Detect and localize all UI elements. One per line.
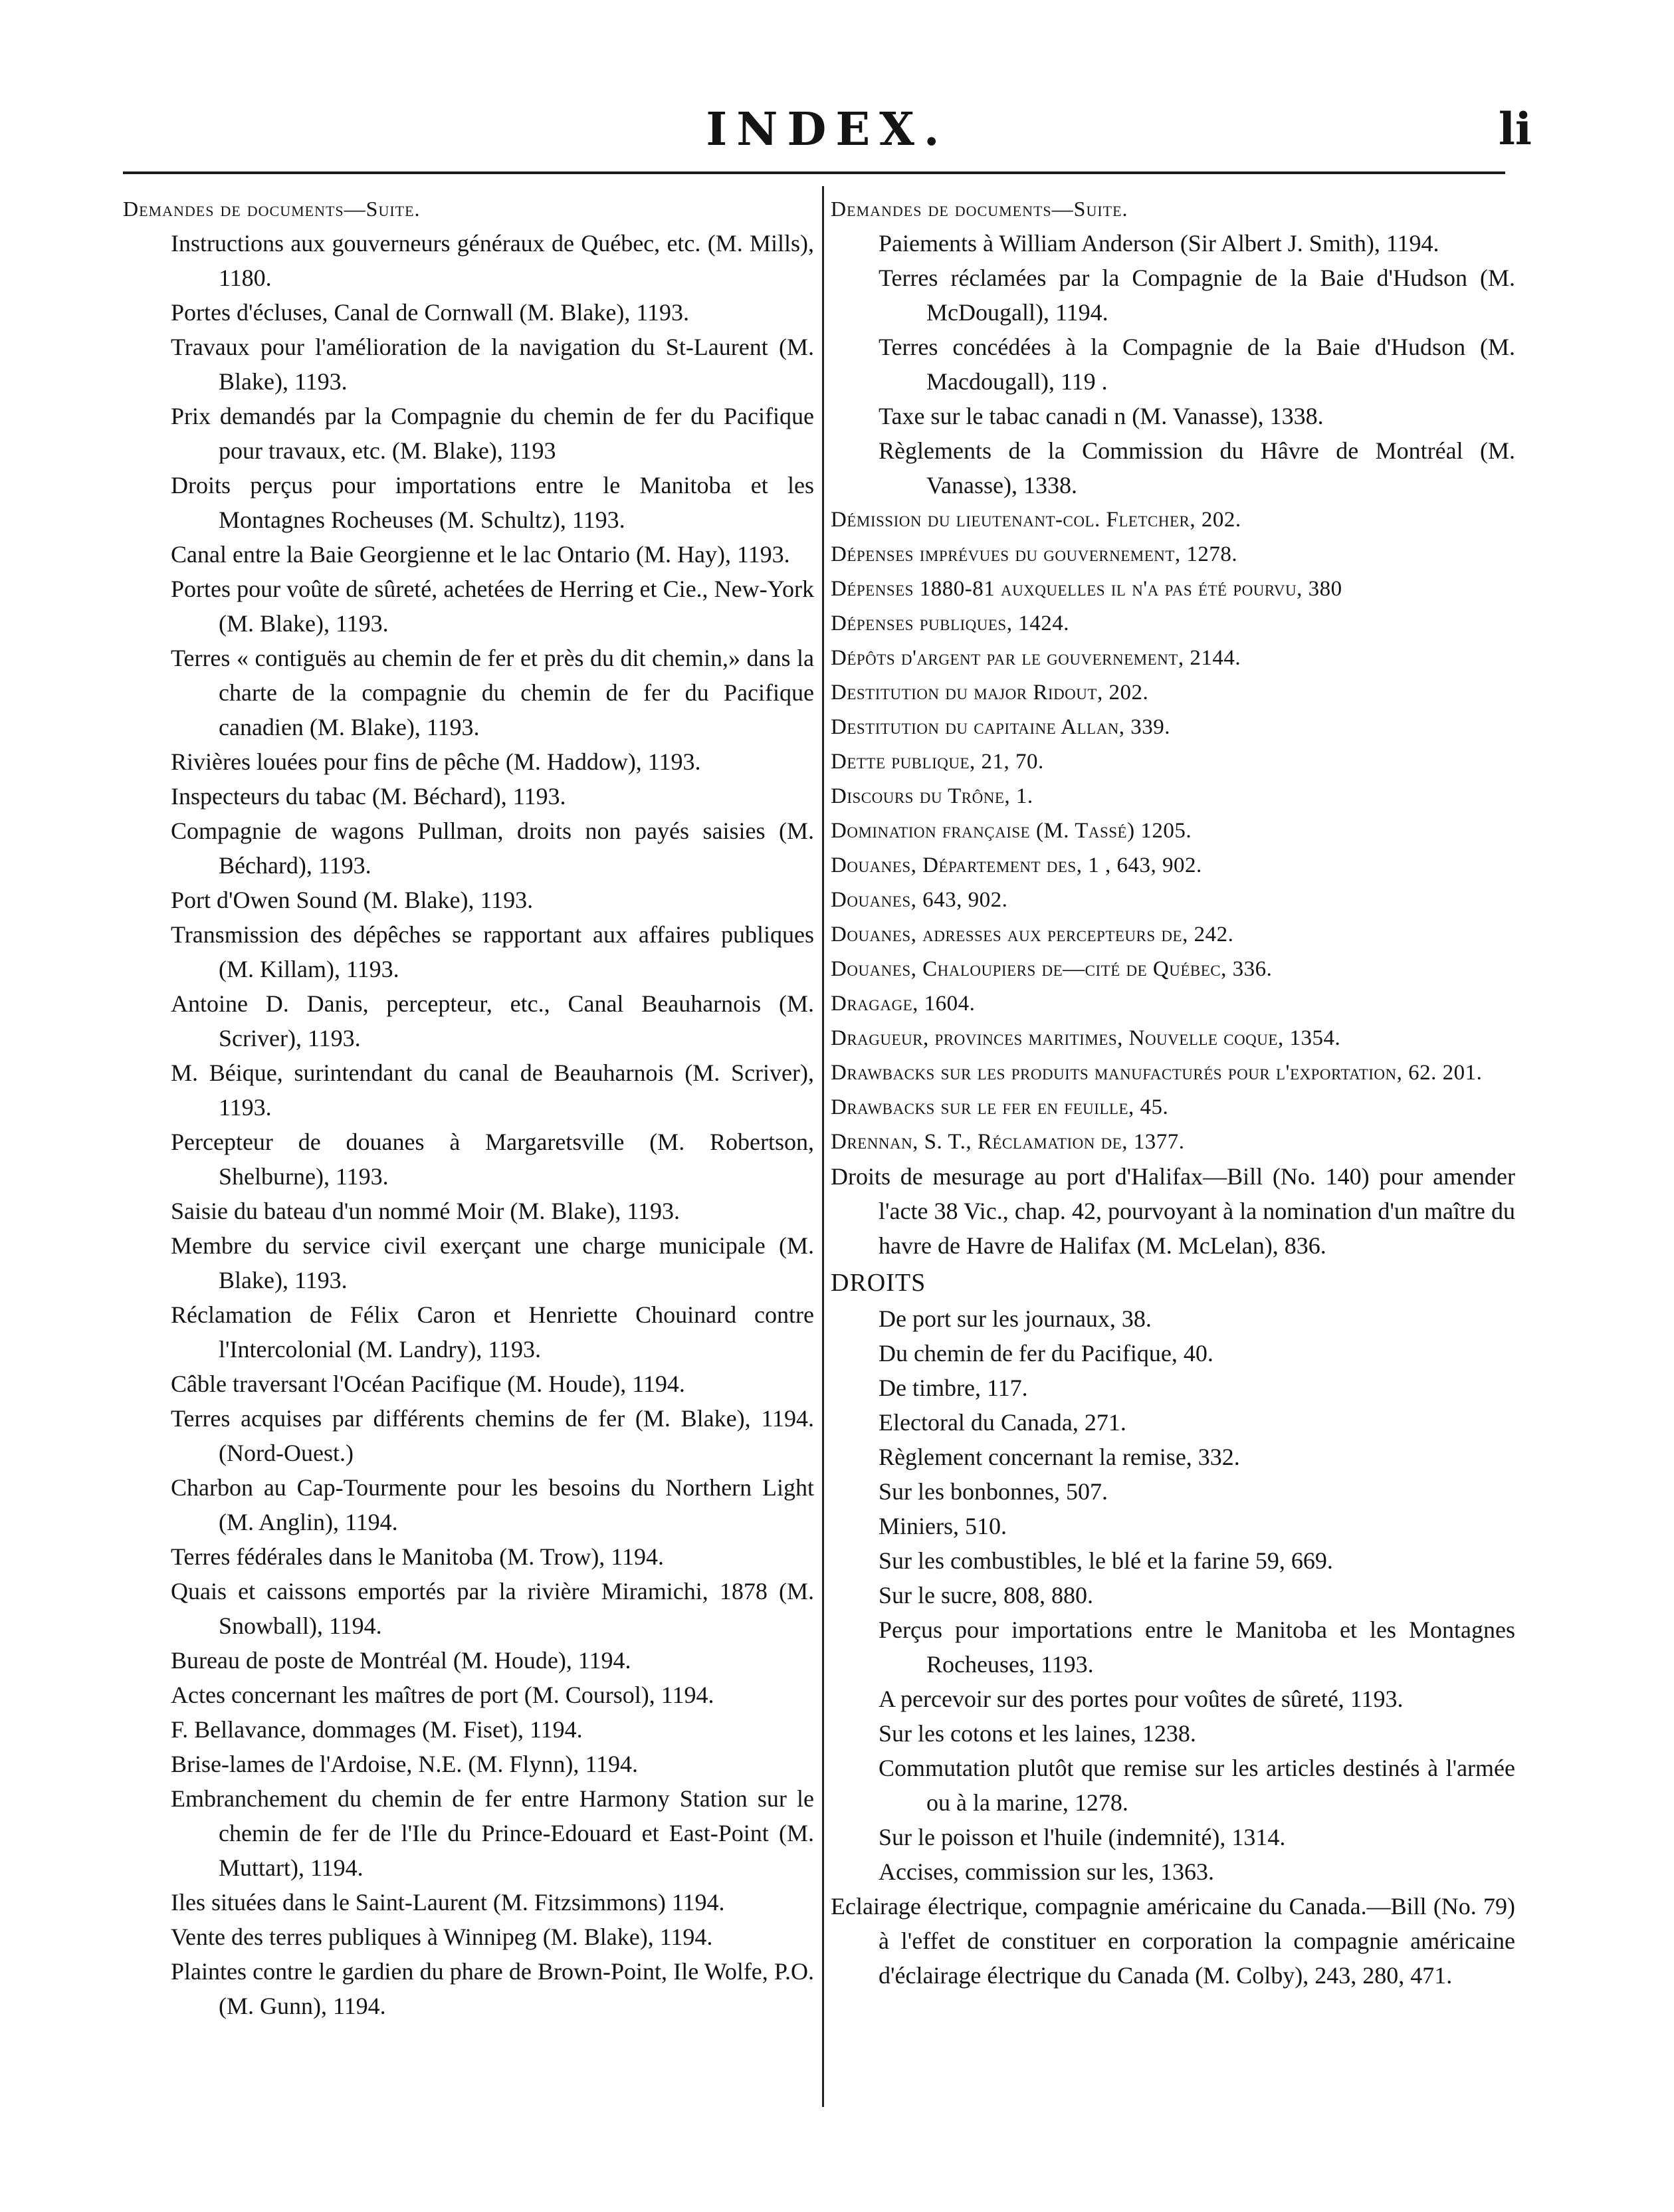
droits-entry: Sur les bonbonnes, 507. bbox=[879, 1478, 1108, 1505]
droits-entry: De port sur les journaux, 38. bbox=[879, 1305, 1152, 1332]
droits-mesurage-entry: Droits de mesurage au port d'Halifax—Bill (No. 140) pour amender l'acte 38 Vic., chap. 42, pourvoyant à la nomination d'un maître du havre de Havre de Halifax (M. McLelan), 836. bbox=[831, 1163, 1515, 1259]
index-entry: Bureau de poste de Montréal (M. Houde), 1194. bbox=[171, 1647, 631, 1674]
index-head-entry: Dragueur, provinces maritimes, Nouvelle coque, 1354. bbox=[831, 1026, 1341, 1050]
right-column bbox=[831, 191, 1515, 1993]
droits-entry: Règlement concernant la remise, 332. bbox=[879, 1444, 1240, 1470]
index-entry: Saisie du bateau d'un nommé Moir (M. Blake), 1193. bbox=[171, 1198, 680, 1224]
index-entry: Taxe sur le tabac canadi n (M. Vanasse), 1338. bbox=[879, 403, 1324, 429]
page-header bbox=[123, 103, 1532, 176]
right-entry-list bbox=[831, 226, 1515, 502]
index-head-entry: Dépenses publiques, 1424. bbox=[831, 611, 1069, 635]
index-entry: Compagnie de wagons Pullman, droits non payés saisies (M. Béchard), 1193. bbox=[171, 818, 814, 879]
droits-entry: Sur les combustibles, le blé et la farine 59, 669. bbox=[879, 1547, 1333, 1574]
droits-entry: Sur les cotons et les laines, 1238. bbox=[879, 1720, 1196, 1747]
index-entry: Droits perçus pour importations entre le Manitoba et les Montagnes Rocheuses (M. Schultz), 1193. bbox=[171, 472, 814, 533]
index-head-entry: Dépenses 1880-81 auxquelles il n'a pas été pourvu, 380 bbox=[831, 577, 1342, 601]
index-entry: Prix demandés par la Compagnie du chemin de fer du Pacifique pour travaux, etc. (M. Blake), 1193 bbox=[171, 403, 814, 464]
column-divider bbox=[822, 186, 824, 2107]
index-entry: Port d'Owen Sound (M. Blake), 1193. bbox=[171, 887, 534, 913]
droits-entry: Sur le poisson et l'huile (indemnité), 1314. bbox=[879, 1824, 1286, 1850]
droits-entry: Miniers, 510. bbox=[879, 1513, 1007, 1539]
index-head-entry: Discours du Trône, 1. bbox=[831, 784, 1033, 808]
index-entry: F. Bellavance, dommages (M. Fiset), 1194. bbox=[171, 1716, 583, 1743]
index-entry: Percepteur de douanes à Margaretsville (M. Robertson, Shelburne), 1193. bbox=[171, 1129, 814, 1190]
index-head-entry: Dette publique, 21, 70. bbox=[831, 750, 1044, 774]
head-entry-list bbox=[831, 502, 1515, 1159]
index-entry: Brise-lames de l'Ardoise, N.E. (M. Flynn), 1194. bbox=[171, 1751, 639, 1777]
index-entry: Règlements de la Commission du Hâvre de Montréal (M. Vanasse), 1338. bbox=[879, 437, 1515, 498]
droits-entry: Accises, commission sur les, 1363. bbox=[879, 1858, 1214, 1885]
index-entry: M. Béique, surintendant du canal de Beauharnois (M. Scriver), 1193. bbox=[171, 1059, 814, 1121]
droits-entry: Electoral du Canada, 271. bbox=[879, 1409, 1126, 1436]
index-entry: Terres concédées à la Compagnie de la Baie d'Hudson (M. Macdougall), 119 . bbox=[879, 334, 1515, 395]
index-entry: Plaintes contre le gardien du phare de Brown-Point, Ile Wolfe, P.O. (M. Gunn), 1194. bbox=[171, 1958, 814, 2019]
index-entry: Iles situées dans le Saint-Laurent (M. Fitzsimmons) 1194. bbox=[171, 1889, 725, 1916]
index-entry: Paiements à William Anderson (Sir Albert J. Smith), 1194. bbox=[879, 230, 1439, 257]
index-entry: Réclamation de Félix Caron et Henriette Chouinard contre l'Intercolonial (M. Landry), 1193. bbox=[171, 1301, 814, 1363]
index-head-entry: Drennan, S. T., Réclamation de, 1377. bbox=[831, 1130, 1185, 1154]
index-entry: Canal entre la Baie Georgienne et le lac Ontario (M. Hay), 1193. bbox=[171, 541, 790, 568]
section-title: Demandes de documents—Suite. bbox=[831, 197, 1128, 221]
droits-entry-list bbox=[831, 1301, 1515, 1889]
index-entry: Embranchement du chemin de fer entre Harmony Station sur le chemin de fer de l'Ile du Prince-Edouard et East-Point (M. Muttart), 1194. bbox=[171, 1785, 814, 1881]
index-head-entry: Drawbacks sur le fer en feuille, 45. bbox=[831, 1095, 1169, 1119]
index-head-entry: Dépenses imprévues du gouvernement, 1278. bbox=[831, 542, 1238, 566]
index-head-entry: Drawbacks sur les produits manufacturés pour l'exportation, 62. 201. bbox=[831, 1061, 1483, 1085]
index-entry: Membre du service civil exerçant une charge municipale (M. Blake), 1193. bbox=[171, 1232, 814, 1293]
index-head-entry: Douanes, Département des, 1 , 643, 902. bbox=[831, 853, 1202, 877]
index-head-entry: Dépôts d'argent par le gouvernement, 2144. bbox=[831, 646, 1241, 670]
index-entry: Travaux pour l'amélioration de la navigation du St-Laurent (M. Blake), 1193. bbox=[171, 334, 814, 395]
index-entry: Rivières louées pour fins de pêche (M. Haddow), 1193. bbox=[171, 748, 701, 775]
index-entry: Charbon au Cap-Tourmente pour les besoins du Northern Light (M. Anglin), 1194. bbox=[171, 1474, 814, 1535]
droits-entry: A percevoir sur des portes pour voûtes de sûreté, 1193. bbox=[879, 1686, 1404, 1712]
index-head-entry: Douanes, 643, 902. bbox=[831, 888, 1008, 912]
index-head-entry: Douanes, adresses aux percepteurs de, 242. bbox=[831, 923, 1234, 946]
index-entry: Portes pour voûte de sûreté, achetées de Herring et Cie., New-York (M. Blake), 1193. bbox=[171, 576, 814, 637]
index-entry: Quais et caissons emportés par la rivière Miramichi, 1878 (M. Snowball), 1194. bbox=[171, 1578, 814, 1639]
droits-entry: Sur le sucre, 808, 880. bbox=[879, 1582, 1093, 1608]
index-entry: Terres acquises par différents chemins de fer (M. Blake), 1194. (Nord-Ouest.) bbox=[171, 1405, 814, 1466]
index-entry: Terres réclamées par la Compagnie de la Baie d'Hudson (M. McDougall), 1194. bbox=[879, 265, 1515, 326]
index-entry: Terres « contiguës au chemin de fer et près du dit chemin,» dans la charte de la compagnie du chemin de fer du Pacifique canadien (M. Blake), 1193. bbox=[171, 645, 814, 740]
index-entry: Transmission des dépêches se rapportant aux affaires publiques (M. Killam), 1193. bbox=[171, 921, 814, 982]
index-entry: Instructions aux gouverneurs généraux de Québec, etc. (M. Mills), 1180. bbox=[171, 230, 814, 291]
droits-heading: DROITS bbox=[831, 1269, 926, 1297]
index-head-entry: Domination française (M. Tassé) 1205. bbox=[831, 819, 1192, 843]
droits-entry: Commutation plutôt que remise sur les articles destinés à l'armée ou à la marine, 1278. bbox=[879, 1755, 1515, 1816]
index-entry: Antoine D. Danis, percepteur, etc., Canal Beauharnois (M. Scriver), 1193. bbox=[171, 990, 814, 1051]
index-head-entry: Destitution du major Ridout, 202. bbox=[831, 681, 1149, 705]
eclairage-entry: Eclairage électrique, compagnie américaine du Canada.—Bill (No. 79) à l'effet de constituer en corporation la compagnie américaine d'éclairage électrique du Canada (M. Colby), 243, 280, 471. bbox=[831, 1893, 1515, 1989]
droits-entry: De timbre, 117. bbox=[879, 1375, 1028, 1401]
droits-entry: Du chemin de fer du Pacifique, 40. bbox=[879, 1340, 1213, 1367]
left-column bbox=[123, 191, 814, 2023]
index-head-entry: Destitution du capitaine Allan, 339. bbox=[831, 715, 1171, 739]
index-entry: Actes concernant les maîtres de port (M. Coursol), 1194. bbox=[171, 1682, 714, 1708]
section-title: Demandes de documents—Suite. bbox=[123, 197, 421, 221]
page-title: INDEX. bbox=[706, 103, 949, 156]
index-entry: Câble traversant l'Océan Pacifique (M. Houde), 1194. bbox=[171, 1371, 685, 1397]
droits-entry: Perçus pour importations entre le Manitoba et les Montagnes Rocheuses, 1193. bbox=[879, 1616, 1515, 1678]
index-entry: Vente des terres publiques à Winnipeg (M. Blake), 1194. bbox=[171, 1924, 713, 1950]
page-number: li bbox=[1498, 103, 1532, 155]
left-entry-list bbox=[123, 226, 814, 2023]
index-entry: Terres fédérales dans le Manitoba (M. Trow), 1194. bbox=[171, 1543, 664, 1570]
index-entry: Portes d'écluses, Canal de Cornwall (M. Blake), 1193. bbox=[171, 299, 689, 326]
index-entry: Inspecteurs du tabac (M. Béchard), 1193. bbox=[171, 783, 566, 810]
header-rule bbox=[123, 171, 1505, 174]
index-head-entry: Démission du lieutenant-col. Fletcher, 202. bbox=[831, 508, 1241, 532]
index-head-entry: Douanes, Chaloupiers de—cité de Québec, 336. bbox=[831, 957, 1273, 981]
index-head-entry: Dragage, 1604. bbox=[831, 992, 976, 1016]
